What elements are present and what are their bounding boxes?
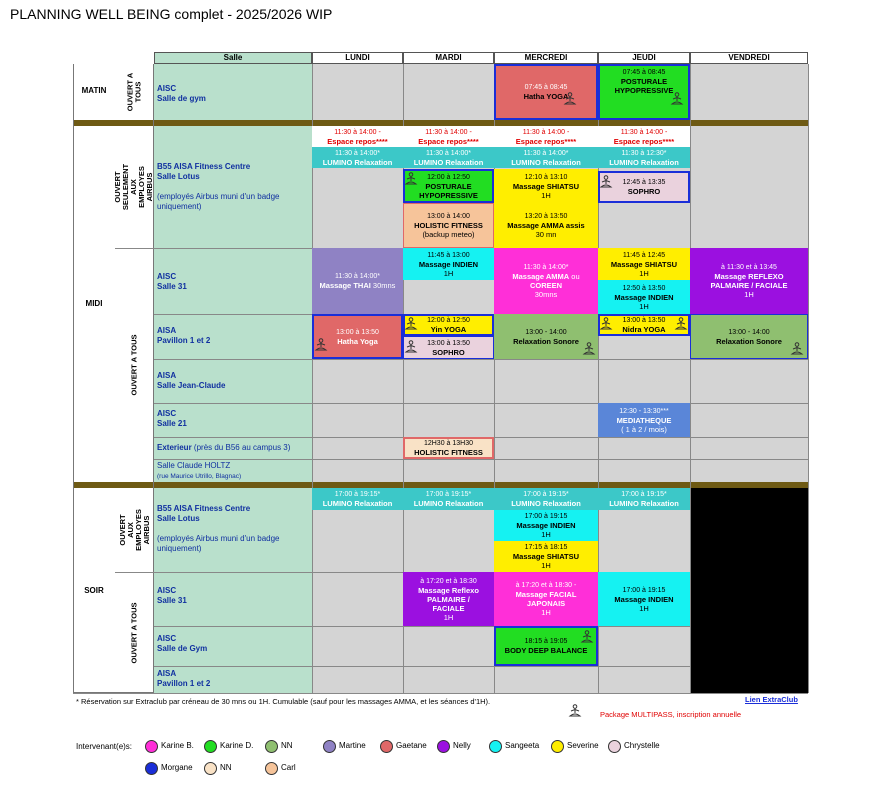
event-espace-repos-mardi[interactable]: 11:30 à 14:00 - Espace repos**** xyxy=(403,126,494,147)
event-mar-holistic-fitness[interactable]: 13:00 à 14:00 HOLISTIC FITNESS (backup meteo) xyxy=(403,203,494,248)
yoga-icon xyxy=(790,342,804,356)
legend-item-label: Carl xyxy=(281,763,296,772)
event-ven-massage-reflexo[interactable]: à 11:30 et à 13:45 Massage REFLEXO PALMAIRE / FACIALE 1H xyxy=(690,248,808,314)
room-b55-midi: B55 AISA Fitness Centre Salle Lotus (employés Airbus muni d'un badge uniquement) xyxy=(154,126,312,248)
legend-swatch xyxy=(608,740,621,753)
yoga-icon xyxy=(314,338,328,352)
room-b55-soir: B55 AISA Fitness Centre Salle Lotus (employés Airbus muni d'un badge uniquement) xyxy=(154,488,312,572)
room-aisa-pavillon: AISA Pavillon 1 et 2 xyxy=(154,314,312,359)
legend-swatch xyxy=(323,740,336,753)
legend-item-label: Sangeeta xyxy=(505,741,540,750)
room-aisc-21: AISC Salle 21 xyxy=(154,403,312,437)
access-soir-airbus: OUVERT AUX EMPLOYES AIRBUS xyxy=(117,509,151,551)
room-aisc-gym-soir: AISC Salle de Gym xyxy=(154,626,312,666)
package-note: Package MULTIPASS, inscription annuelle xyxy=(600,710,742,719)
access-soir-tous: OUVERT A TOUS xyxy=(129,602,139,663)
event-soir-lumino-lundi[interactable]: 17:00 à 19:15* LUMINO Relaxation xyxy=(312,488,403,510)
legend-item-label: NN xyxy=(281,741,293,750)
period-matin: MATIN xyxy=(81,86,107,95)
yoga-icon xyxy=(580,630,594,644)
event-espace-repos-lundi[interactable]: 11:30 à 14:00 - Espace repos**** xyxy=(312,126,403,147)
extraclub-link[interactable]: Lien ExtraClub xyxy=(745,695,798,704)
access-midi-airbus: OUVERT SEULEMENT AUX EMPLOYES AIRBUS xyxy=(113,163,155,211)
event-mar-posturale[interactable]: 12:00 à 12:50 POSTURALE HYPOPRESSIVE xyxy=(403,169,494,203)
yoga-icon xyxy=(670,92,684,106)
event-soir-mer-massage-indien[interactable]: 17:00 à 19:15 Massage INDIEN 1H xyxy=(494,510,598,541)
legend-swatch xyxy=(204,740,217,753)
room-exterieur: Exterieur (près du B56 au campus 3) xyxy=(154,437,312,459)
event-lumino-mardi[interactable]: 11:30 à 14:00* LUMINO Relaxation xyxy=(403,147,494,168)
legend-swatch xyxy=(551,740,564,753)
event-soir-mar-massage-reflexo[interactable]: à 17:20 et à 18:30 Massage Reflexo PALMAIRE / FACIALE 1H xyxy=(403,572,494,626)
event-jeu-massage-indien[interactable]: 12:50 à 13:50 Massage INDIEN 1H xyxy=(598,280,690,314)
yoga-icon xyxy=(563,92,577,106)
yoga-icon xyxy=(599,175,613,189)
event-ven-relaxation-sonore[interactable]: 13:00 - 14:00 Relaxation Sonore xyxy=(690,314,808,359)
room-aisa-pavillon-soir: AISA Pavillon 1 et 2 xyxy=(154,666,312,693)
event-mer-amma-assis[interactable]: 13:20 à 13:50 Massage AMMA assis 30 mn xyxy=(494,203,598,248)
footnote: * Réservation sur Extraclub par créneau de 30 mns ou 1H. Cumulable (sauf pour les massages AMMA, et les séances d'1H). xyxy=(76,697,491,706)
header-lundi: LUNDI xyxy=(312,52,403,64)
yoga-icon xyxy=(599,317,613,331)
event-jeu-posturale[interactable]: 07:45 à 08:45 POSTURALE HYPOPRESSIVE xyxy=(598,64,690,120)
event-mer-relaxation-sonore[interactable]: 13:00 - 14:00 Relaxation Sonore xyxy=(494,314,598,359)
event-soir-lumino-mercredi[interactable]: 17:00 à 19:15* LUMINO Relaxation xyxy=(494,488,598,510)
event-mar-yin-yoga[interactable]: 12:00 à 12:50 Yin YOGA xyxy=(403,314,494,336)
legend-item-label: NN xyxy=(220,763,232,772)
legend-swatch xyxy=(204,762,217,775)
event-lun-massage-thai[interactable]: 11:30 à 14:00* Massage THAI 30mns xyxy=(312,248,403,314)
event-lumino-mercredi[interactable]: 11:30 à 14:00* LUMINO Relaxation xyxy=(494,147,598,168)
legend-swatch xyxy=(145,762,158,775)
legend-item-label: Severine xyxy=(567,741,599,750)
yoga-icon xyxy=(404,172,418,186)
legend-swatch xyxy=(489,740,502,753)
legend-item-label: Karine D. xyxy=(220,741,254,750)
legend-item-label: Gaetane xyxy=(396,741,427,750)
event-mer-hatha-yoga[interactable]: 07:45 à 08:45 Hatha YOGA xyxy=(494,64,598,120)
page-title: PLANNING WELL BEING complet - 2025/2026 WIP xyxy=(10,6,333,22)
access-midi-tous: OUVERT A TOUS xyxy=(129,334,139,396)
event-jeu-sophro[interactable]: 12:45 à 13:35 SOPHRO xyxy=(598,171,690,203)
legend-swatch xyxy=(380,740,393,753)
room-claude-holtz: Salle Claude HOLTZ (rue Maurice Utrillo, Blagnac) xyxy=(154,459,312,482)
event-soir-jeu-massage-indien[interactable]: 17:00 à 19:15 Massage INDIEN 1H xyxy=(598,572,690,626)
event-jeu-nidra-yoga[interactable]: 13:00 à 13:50 Nidra YOGA xyxy=(598,314,690,336)
legend-item-label: Nelly xyxy=(453,741,471,750)
event-mar-sophro[interactable]: 13:00 à 13:50 SOPHRO xyxy=(403,336,494,359)
period-soir: SOIR xyxy=(84,586,104,595)
room-aisa-jean-claude: AISA Salle Jean-Claude xyxy=(154,359,312,403)
legend-swatch xyxy=(145,740,158,753)
legend-item-label: Karine B. xyxy=(161,741,194,750)
event-jeu-mediatheque[interactable]: 12:30 - 13:30*** MEDIATHEQUE ( 1 à 2 / mois) xyxy=(598,403,690,437)
header-mercredi: MERCREDI xyxy=(494,52,598,64)
period-midi: MIDI xyxy=(85,299,103,308)
room-aisc-31-soir: AISC Salle 31 xyxy=(154,572,312,626)
yoga-icon xyxy=(404,317,418,331)
event-soir-mer-body-deep-balance[interactable]: 18:15 à 19:05 BODY DEEP BALANCE xyxy=(494,626,598,666)
legend-label: Intervenant(e)s: xyxy=(76,742,133,751)
event-lun-hatha-yoga[interactable]: 13:00 à 13:50 Hatha Yoga xyxy=(312,314,403,359)
legend-swatch xyxy=(437,740,450,753)
access-matin: OUVERT A TOUS xyxy=(125,72,143,112)
event-lumino-lundi[interactable]: 11:30 à 14:00* LUMINO Relaxation xyxy=(312,147,403,168)
event-mer-shiatsu[interactable]: 12:10 à 13:10 Massage SHIATSU 1H xyxy=(494,169,598,203)
event-soir-lumino-mardi[interactable]: 17:00 à 19:15* LUMINO Relaxation xyxy=(403,488,494,510)
event-espace-repos-mercredi[interactable]: 11:30 à 14:00 - Espace repos**** xyxy=(494,126,598,147)
legend-swatch xyxy=(265,762,278,775)
vendredi-soir-closed xyxy=(690,488,808,693)
event-mer-massage-amma[interactable]: 11:30 à 14:00* Massage AMMA ou COREEN 30mns xyxy=(494,248,598,314)
legend-item-label: Morgane xyxy=(161,763,193,772)
event-mar-holistic-fitness-exterieur[interactable]: 12H30 à 13H30 HOLISTIC FITNESS xyxy=(403,437,494,459)
yoga-icon xyxy=(674,317,688,331)
event-soir-lumino-jeudi[interactable]: 17:00 à 19:15* LUMINO Relaxation xyxy=(598,488,690,510)
event-soir-mer-massage-facial[interactable]: à 17:20 et à 18:30 - Massage FACIAL JAPONAIS 1H xyxy=(494,572,598,626)
room-aisc-31-midi: AISC Salle 31 xyxy=(154,248,312,314)
event-jeu-massage-shiatsu[interactable]: 11:45 à 12:45 Massage SHIATSU 1H xyxy=(598,248,690,280)
yoga-icon xyxy=(582,342,596,356)
header-jeudi: JEUDI xyxy=(598,52,690,64)
header-mardi: MARDI xyxy=(403,52,494,64)
header-salle: Salle xyxy=(154,52,312,64)
event-espace-repos-jeudi[interactable]: 11:30 à 14:00 - Espace repos**** xyxy=(598,126,690,147)
legend-item-label: Chrystelle xyxy=(624,741,660,750)
event-soir-mer-massage-shiatsu[interactable]: 17:15 à 18:15 Massage SHIATSU 1H xyxy=(494,541,598,572)
yoga-icon xyxy=(404,340,418,354)
legend-swatch xyxy=(265,740,278,753)
event-mar-massage-indien[interactable]: 11:45 à 13:00 Massage INDIEN 1H xyxy=(403,248,494,280)
room-aisc-gym-matin: AISC Salle de gym xyxy=(154,64,312,120)
legend-item-label: Martine xyxy=(339,741,366,750)
header-vendredi: VENDREDI xyxy=(690,52,808,64)
event-lumino-jeudi[interactable]: 11:30 à 12:30* LUMINO Relaxation xyxy=(598,147,690,168)
yoga-icon xyxy=(568,704,582,718)
